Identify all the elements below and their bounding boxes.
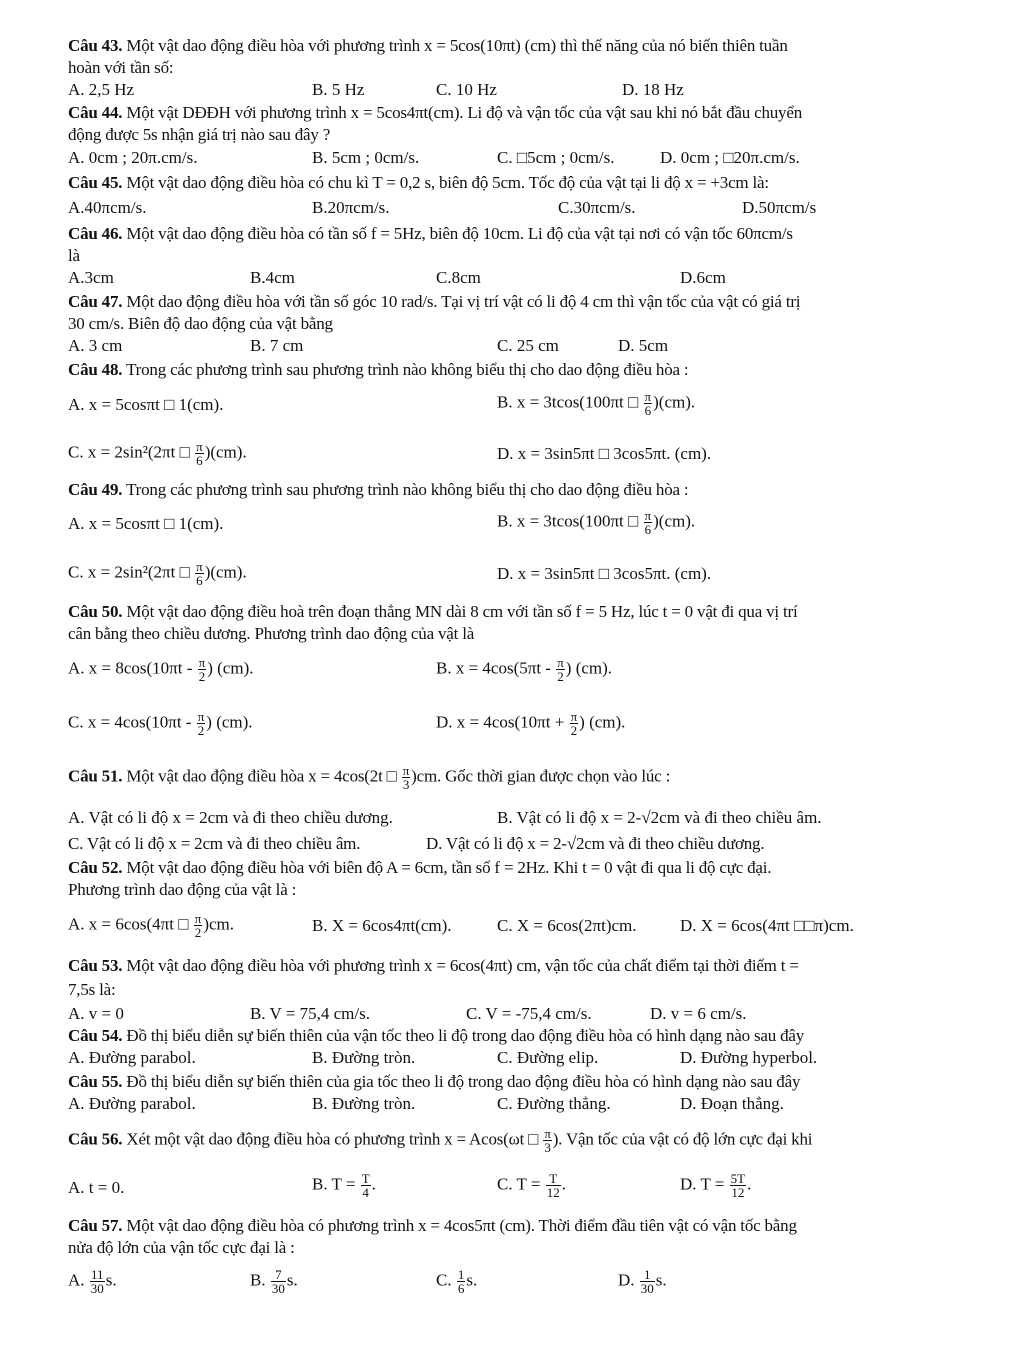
q46-stem-cont: là — [68, 246, 80, 265]
q49-stem: Câu 49. Trong các phương trình sau phương trình nào không biểu thị cho dao động điều hòa : — [68, 480, 689, 499]
q50-option-a: A. x = 8cos(10πt - $\frac{\pi}{2}$ ) (cm). — [68, 655, 254, 684]
q53-option-a: A. v = 0 — [68, 1004, 124, 1023]
q50-option-d: D. x = 4cos(10πt + $\frac{\pi}{2}$ ) (cm). — [436, 709, 626, 738]
q53-stem-cont: 7,5s là: — [68, 980, 116, 999]
q47-option-d: D. 5cm — [618, 336, 669, 355]
q43-stem-cont: hoàn với tần số: — [68, 58, 174, 77]
fraction: $\frac{\pi}{2}$ — [198, 655, 206, 684]
q46-option-d: D.6cm — [680, 268, 726, 287]
q44-option-d: D. 0cm ; □20π.cm/s. — [660, 148, 800, 167]
q57-option-b: B. $\frac{7}{30}$ s. — [250, 1267, 298, 1296]
q49-option-d: D. x = 3sin5πt □ 3cos5πt. (cm). — [497, 564, 712, 583]
fraction: $\frac{T}{12}$ — [546, 1171, 560, 1200]
fraction: $\frac{1}{30}$ — [640, 1267, 654, 1296]
q43-option-a: A. 2,5 Hz — [68, 80, 135, 99]
q52-option-c: C. X = 6cos(2πt)cm. — [497, 916, 637, 935]
q55-stem: Câu 55. Đồ thị biểu diễn sự biến thiên của gia tốc theo li độ trong dao động điều hòa có hình dạng nào sau đây — [68, 1072, 801, 1091]
q56-option-d: D. T = $\frac{5T}{12}$ . — [680, 1171, 752, 1200]
q57-stem: Câu 57. Một vật dao động điều hòa có phương trình x = 4cos5πt (cm). Thời điểm đầu tiên vật có vận tốc bằng — [68, 1216, 797, 1235]
q46-option-b: B.4cm — [250, 268, 295, 287]
q53-stem: Câu 53. Một vật dao động điều hòa với phương trình x = 6cos(4πt) cm, vận tốc của chất điểm tại thời điểm t = — [68, 956, 799, 975]
fraction: $\frac{\pi}{2}$ — [557, 655, 564, 684]
q55-option-a: A. Đường parabol. — [68, 1094, 196, 1113]
q54-option-a: A. Đường parabol. — [68, 1048, 196, 1067]
fraction: $\frac{\pi}{2}$ — [194, 911, 202, 940]
fraction: $\frac{11}{30}$ — [90, 1267, 104, 1296]
q47-option-a: A. 3 cm — [68, 336, 123, 355]
fraction: $\frac{T}{4}$ — [361, 1171, 370, 1200]
q49-option-b: B. x = 3tcos(100πt □ $\frac{\pi}{6}$ )(cm). — [497, 508, 696, 537]
q54-option-c: C. Đường elip. — [497, 1048, 599, 1067]
q51-option-b: B. Vật có li độ x = 2-√2cm và đi theo chiều âm. — [497, 808, 822, 827]
q51-option-a: A. Vật có li độ x = 2cm và đi theo chiều dương. — [68, 808, 393, 827]
fraction: $\frac{\pi}{6}$ — [196, 439, 203, 468]
q48-option-b: B. x = 3tcos(100πt □ $\frac{\pi}{6}$ )(cm). — [497, 389, 696, 418]
fraction: $\frac{\pi}{6}$ — [196, 559, 203, 588]
q53-option-b: B. V = 75,4 cm/s. — [250, 1004, 370, 1023]
fraction: $\frac{\pi}{2}$ — [570, 709, 578, 738]
q54-stem: Câu 54. Đồ thị biểu diễn sự biến thiên của vận tốc theo li độ trong dao động điều hòa có hình dạng nào sau đây — [68, 1026, 805, 1045]
q57-option-a: A. $\frac{11}{30}$ s. — [68, 1267, 117, 1296]
q43-stem: Câu 43. Một vật dao động điều hòa với phương trình x = 5cos(10πt) (cm) thì thế năng của nó biến thiên tuần — [68, 36, 788, 55]
q44-option-c: C. □5cm ; 0cm/s. — [497, 148, 615, 167]
fraction: $\frac{1}{6}$ — [457, 1267, 465, 1296]
q48-option-d: D. x = 3sin5πt □ 3cos5πt. (cm). — [497, 444, 712, 463]
q45-option-d: D.50πcm/s — [742, 198, 817, 217]
q56-stem: Câu 56. Xét một vật dao động điều hòa có phương trình x = Acos(ωt □ $\frac{\pi}{3}$ ). Vận tốc của vật có độ lớn cực đại khi — [68, 1126, 813, 1155]
q51-stem: Câu 51. Một vật dao động điều hòa x = 4cos(2t □ $\frac{\pi}{3}$ )cm. Gốc thời gian được chọn vào lúc : — [68, 763, 671, 792]
q43-option-c: C. 10 Hz — [436, 80, 497, 99]
q47-option-b: B. 7 cm — [250, 336, 304, 355]
q51-option-d: D. Vật có li độ x = 2-√2cm và đi theo chiều dương. — [426, 834, 765, 853]
q54-option-d: D. Đường hyperbol. — [680, 1048, 818, 1067]
q55-option-d: D. Đoạn thẳng. — [680, 1094, 784, 1113]
q44-option-a: A. 0cm ; 20π.cm/s. — [68, 148, 198, 167]
q57-option-c: C. $\frac{1}{6}$ s. — [436, 1267, 478, 1296]
q45-stem: Câu 45. Một vật dao động điều hòa có chu kì T = 0,2 s, biên độ 5cm. Tốc độ của vật tại li độ x = +3cm là: — [68, 173, 769, 192]
q52-stem: Câu 52. Một vật dao động điều hòa với biên độ A = 6cm, tần số f = 2Hz. Khi t = 0 vật đi qua li độ cực đại. — [68, 858, 772, 877]
q49-option-c: C. x = 2sin²(2πt □ $\frac{\pi}{6}$ )(cm). — [68, 559, 247, 588]
q56-option-a: A. t = 0. — [68, 1178, 125, 1197]
q43-option-b: B. 5 Hz — [312, 80, 365, 99]
q55-option-c: C. Đường thẳng. — [497, 1094, 611, 1113]
q47-option-c: C. 25 cm — [497, 336, 559, 355]
q53-option-d: D. v = 6 cm/s. — [650, 1004, 747, 1023]
q51-option-c: C. Vật có li độ x = 2cm và đi theo chiều âm. — [68, 834, 361, 853]
q55-option-b: B. Đường tròn. — [312, 1094, 416, 1113]
fraction: $\frac{\pi}{3}$ — [402, 763, 410, 792]
fraction: $\frac{\pi}{6}$ — [644, 389, 652, 418]
q43-option-d: D. 18 Hz — [622, 80, 684, 99]
q45-option-a: A.40πcm/s. — [68, 198, 147, 217]
q46-option-a: A.3cm — [68, 268, 114, 287]
q48-option-a: A. x = 5cosπt □ 1(cm). — [68, 395, 224, 414]
q54-option-b: B. Đường tròn. — [312, 1048, 416, 1067]
q57-stem-cont: nửa độ lớn của vận tốc cực đại là : — [68, 1238, 295, 1257]
q45-option-b: B.20πcm/s. — [312, 198, 390, 217]
q47-stem: Câu 47. Một dao động điều hòa với tần số góc 10 rad/s. Tại vị trí vật có li độ 4 cm thì vận tốc của vật có giá trị — [68, 292, 801, 311]
q47-stem-cont: 30 cm/s. Biên độ dao động của vật bằng — [68, 314, 333, 333]
q50-option-c: C. x = 4cos(10πt - $\frac{\pi}{2}$ ) (cm). — [68, 709, 253, 738]
q49-option-a: A. x = 5cosπt □ 1(cm). — [68, 514, 224, 533]
q48-stem: Câu 48. Trong các phương trình sau phương trình nào không biểu thị cho dao động điều hòa : — [68, 360, 689, 379]
fraction: $\frac{\pi}{6}$ — [644, 508, 652, 537]
q50-stem: Câu 50. Một vật dao động điều hoà trên đoạn thẳng MN dài 8 cm với tần số f = 5 Hz, lúc t = 0 vật đi qua vị trí — [68, 602, 798, 621]
q44-stem: Câu 44. Một vật DĐĐH với phương trình x = 5cos4πt(cm). Li độ và vận tốc của vật sau khi nó bắt đầu chuyển — [68, 103, 802, 122]
fraction: $\frac{5T}{12}$ — [730, 1171, 746, 1200]
q44-option-b: B. 5cm ; 0cm/s. — [312, 148, 420, 167]
q52-stem-cont: Phương trình dao động của vật là : — [68, 880, 297, 899]
q48-option-c: C. x = 2sin²(2πt □ $\frac{\pi}{6}$ )(cm). — [68, 439, 247, 468]
q52-option-d: D. X = 6cos(4πt □□π)cm. — [680, 916, 854, 935]
q56-option-c: C. T = $\frac{T}{12}$ . — [497, 1171, 566, 1200]
q46-stem: Câu 46. Một vật dao động điều hòa có tần số f = 5Hz, biên độ 10cm. Li độ của vật tại nơi có vận tốc 60πcm/s — [68, 224, 793, 243]
q56-option-b: B. T = $\frac{T}{4}$ . — [312, 1171, 376, 1200]
q44-stem-cont: động được 5s nhận giá trị nào sau đây ? — [68, 125, 331, 144]
fraction: $\frac{\pi}{2}$ — [197, 709, 205, 738]
q57-option-d: D. $\frac{1}{30}$ s. — [618, 1267, 667, 1296]
q45-option-c: C.30πcm/s. — [558, 198, 636, 217]
fraction: $\frac{7}{30}$ — [271, 1267, 285, 1296]
q53-option-c: C. V = -75,4 cm/s. — [466, 1004, 592, 1023]
q50-option-b: B. x = 4cos(5πt - $\frac{\pi}{2}$ ) (cm). — [436, 655, 613, 684]
q50-stem-cont: cân bằng theo chiều dương. Phương trình dao động của vật là — [68, 624, 475, 643]
q52-option-b: B. X = 6cos4πt(cm). — [312, 916, 452, 935]
q52-option-a: A. x = 6cos(4πt □ $\frac{\pi}{2}$ )cm. — [68, 911, 235, 940]
fraction: $\frac{\pi}{3}$ — [544, 1126, 551, 1155]
q46-option-c: C.8cm — [436, 268, 481, 287]
